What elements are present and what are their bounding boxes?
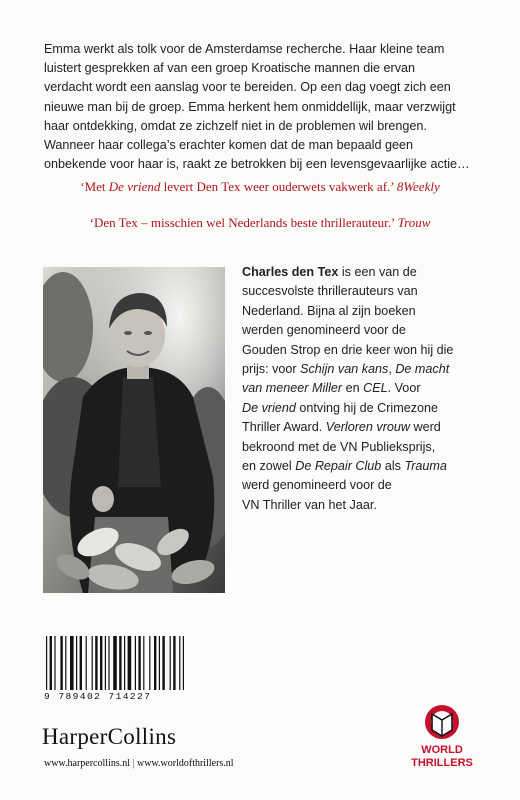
bio-text: , [388,362,396,377]
barcode-bar [65,636,66,690]
bio-line [242,379,482,398]
bio-text: ontving hij de Crimezone [295,400,439,415]
barcode-bar [113,636,117,690]
synopsis-line: onbekende voor haar is, raakt ze betrokken bij een levensgevaarlijke actie… [44,157,470,172]
quote-book-title: De vriend [108,179,161,194]
publisher-name: HarperCollins [42,724,177,749]
bio-line [242,399,482,418]
barcode-bar [76,636,77,690]
synopsis-line: haar ontdekking, omdat ze zichzelf niet in de problemen wil brengen. [44,118,427,133]
barcode-bar [70,636,74,690]
website-link[interactable]: www.harpercollins.nl [44,758,130,769]
barcode-bar [149,636,150,690]
synopsis-line: Wanneer haar collega’s erachter komen dat de man bepaald geen [44,138,413,153]
barcode-bar [100,636,102,690]
barcode-bar [138,636,140,690]
bio-line: Gouden Strop en drie keer won hij die [242,342,454,357]
isbn-barcode [44,636,210,690]
barcode-bar [92,636,93,690]
barcode-bar [143,636,144,690]
barcode-bar [119,636,121,690]
quote-text: ‘Met [80,179,109,194]
quote-source: Trouw [397,215,431,230]
barcode-bar [154,636,156,690]
barcode-bar [80,636,82,690]
bio-text: is een van de [338,265,417,279]
review-quote-8weekly [0,179,520,195]
bio-line: bekroond met de VN Publieksprijs, [242,439,436,454]
bio-line: Nederland. Bijna al zijn boeken [242,303,416,318]
website-link[interactable]: www.worldofthrillers.nl [137,758,234,769]
barcode-bar [86,636,87,690]
barcode-bar [128,636,132,690]
review-quote-trouw [0,215,520,231]
book-title: Trauma [404,459,447,474]
publisher-websites [44,758,234,769]
synopsis-line: nieuwe man bij de groep. Emma herkent hem onmiddellijk, maar verzwijgt [44,99,456,114]
bio-line [242,263,482,282]
separator: | [132,758,135,769]
bio-line: werd genomineerd voor de [242,478,392,493]
barcode-bar [60,636,62,690]
barcode-bar [46,636,47,690]
bio-text: prijs: voor [242,362,301,377]
synopsis-line: luistert gesprekken af van een groep Kroatische mannen die ervan [44,61,416,76]
barcode-bar [179,636,180,690]
quote-source: 8Weekly [396,179,440,194]
book-title: De Repair Club [295,459,382,474]
world-thrillers-logo [408,702,476,774]
book-title: Verloren vrouw [325,420,410,435]
barcode-bar [50,636,52,690]
author-photo [43,267,225,593]
bio-text: en zowel [242,459,296,474]
barcode-bar [159,636,160,690]
book-title: De vriend [242,400,296,415]
author-name: Charles den Tex [242,265,339,279]
synopsis-line: verdacht wordt een aanslag voor te bereiden. Op een dag voegt zich een [44,80,451,95]
bio-text: . Voor [387,381,421,396]
barcode-bar [170,636,171,690]
book-title: Schijn van kans [300,362,389,377]
bio-line [242,457,482,476]
barcode-bar [135,636,136,690]
barcode-bar [124,636,125,690]
barcode-bar [108,636,109,690]
author-photo-illustration [43,267,225,593]
bio-text: Thriller Award. [242,420,326,435]
isbn-number: 9 789402 714227 [44,691,152,702]
bio-text: werd [410,420,441,435]
quote-text: levert Den Tex weer ouderwets vakwerk af.’ [160,179,397,194]
barcode-bar [105,636,106,690]
bio-text: als [381,459,405,474]
bio-line [242,360,482,379]
quote-text: ‘Den Tex – misschien wel Nederlands beste thrillerauteur.’ [89,215,398,230]
author-bio [242,263,482,515]
logo-text-thrillers: THRILLERS [411,757,473,769]
barcode-bar [183,636,184,690]
synopsis-line: Emma werkt als tolk voor de Amsterdamse recherche. Haar kleine team [44,42,445,56]
book-title: De macht [395,362,450,377]
synopsis [44,40,480,174]
bio-line: VN Thriller van het Jaar. [242,497,377,512]
book-title: CEL [363,381,388,396]
bio-line: succesvolste thrillerauteurs van [242,284,418,299]
bio-line: werden genomineerd voor de [242,323,406,338]
logo-text-world: WORLD [421,744,463,756]
barcode-bar [173,636,175,690]
bio-text: en [342,381,364,396]
barcode-bar [162,636,164,690]
book-title: van meneer Miller [242,381,343,396]
bio-line [242,418,482,437]
barcode-bar [95,636,97,690]
barcode-bar [54,636,55,690]
